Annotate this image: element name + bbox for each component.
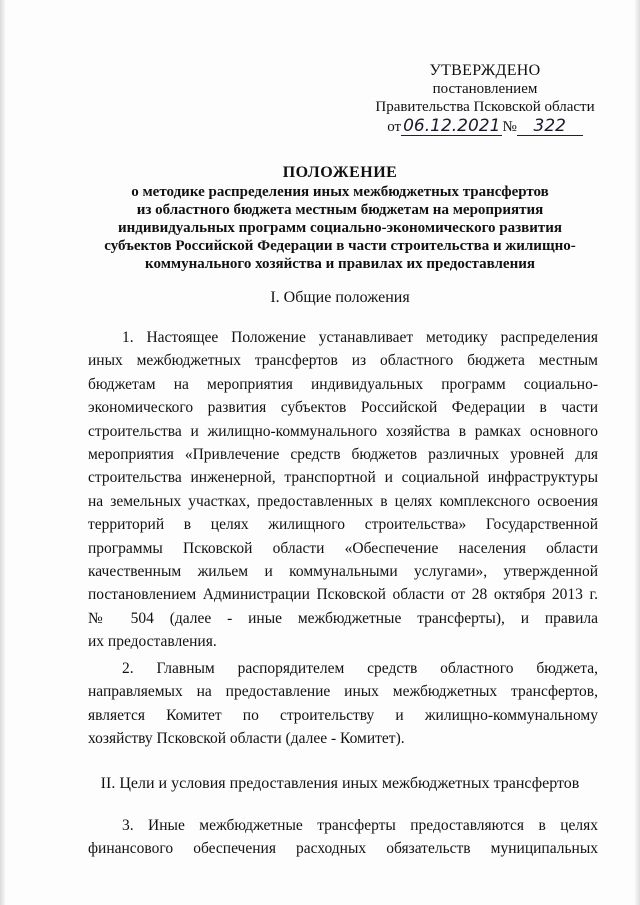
paragraph-1 bbox=[88, 326, 598, 654]
paragraph-line: является Комитет по строительству и жилищно-коммунальному bbox=[88, 706, 598, 724]
approval-date-line bbox=[360, 118, 610, 140]
paragraph-line: хозяйству Псковской области (далее - Комитет). bbox=[88, 730, 405, 748]
paragraph-line: 2. Главным распорядителем средств областного бюджета, bbox=[122, 660, 598, 677]
handwritten-number: 322 bbox=[533, 116, 566, 136]
paragraph-line: строительства и жилищно-коммунального хозяйства в рамках основного bbox=[88, 422, 598, 440]
section-2-heading: II. Цели и условия предоставления иных межбюджетных трансфертов bbox=[100, 775, 580, 792]
paragraph-line: иных межбюджетных трансфертов из областного бюджета местным bbox=[88, 352, 598, 370]
paragraph-line: 1. Настоящее Положение устанавливает методику распределения bbox=[122, 329, 598, 346]
title-line: индивидуальных программ социально-экономического развития bbox=[117, 220, 563, 236]
paragraph-line: территорий в целях жилищного строительства» Государственной bbox=[88, 516, 598, 534]
paragraph-line: строительства инженерной, транспортной и социальной инфраструктуры bbox=[88, 469, 598, 487]
paragraph-line: № 504 (далее - иные межбюджетные трансферты), и правила bbox=[88, 609, 598, 627]
paragraph-line: 3. Иные межбюджетные трансферты предоставляются в целях bbox=[122, 817, 598, 834]
title-line: о методике распределения иных межбюджетных трансфертов bbox=[131, 184, 549, 200]
title-line: из областного бюджета местным бюджетам на мероприятия bbox=[136, 202, 544, 218]
section-1-heading: I. Общие положения bbox=[270, 289, 410, 306]
document-title bbox=[60, 164, 620, 273]
title-line: субъектов Российской Федерации в части строительства и жилищно- bbox=[104, 238, 576, 254]
paragraph-line: на земельных участках, предоставленных в целях комплексного освоения bbox=[88, 492, 598, 510]
approval-title: УТВЕРЖДЕНО bbox=[429, 62, 541, 79]
right-scan-edge bbox=[634, 0, 640, 905]
paragraph-line: бюджетам на мероприятия индивидуальных программ социально- bbox=[88, 375, 598, 393]
approval-stamp bbox=[360, 62, 610, 140]
approval-line-1: постановлением bbox=[432, 81, 538, 97]
paragraph-line: их предоставления. bbox=[88, 633, 217, 651]
handwritten-date: 06.12.2021 bbox=[403, 116, 501, 136]
paragraph-line: экономического развития субъектов Российской Федерации в части bbox=[88, 399, 598, 417]
date-prefix: от bbox=[387, 119, 402, 135]
paragraph-line: качественным жильем и коммунальными услугами», утвержденной bbox=[88, 563, 598, 581]
paragraph-3 bbox=[88, 814, 598, 861]
paragraph-line: постановлением Администрации Псковской области от 28 октября 2013 г. bbox=[88, 586, 598, 604]
title-line: коммунального хозяйства и правилах их предоставления bbox=[145, 256, 535, 272]
paragraph-line: мероприятия «Привлечение средств бюджетов различных уровней для bbox=[88, 446, 598, 464]
paragraph-line: направляемых на предоставление иных межбюджетных трансфертов, bbox=[88, 683, 598, 701]
title-heading: ПОЛОЖЕНИЕ bbox=[282, 164, 398, 181]
paragraph-line: финансового обеспечения расходных обязательств муниципальных bbox=[88, 840, 598, 858]
paragraph-2 bbox=[88, 657, 598, 751]
approval-line-2: Правительства Псковской области bbox=[375, 99, 595, 115]
number-prefix: № bbox=[502, 119, 517, 135]
paragraph-line: программы Псковской области «Обеспечение населения области bbox=[88, 539, 598, 557]
left-scan-edge bbox=[0, 0, 6, 905]
